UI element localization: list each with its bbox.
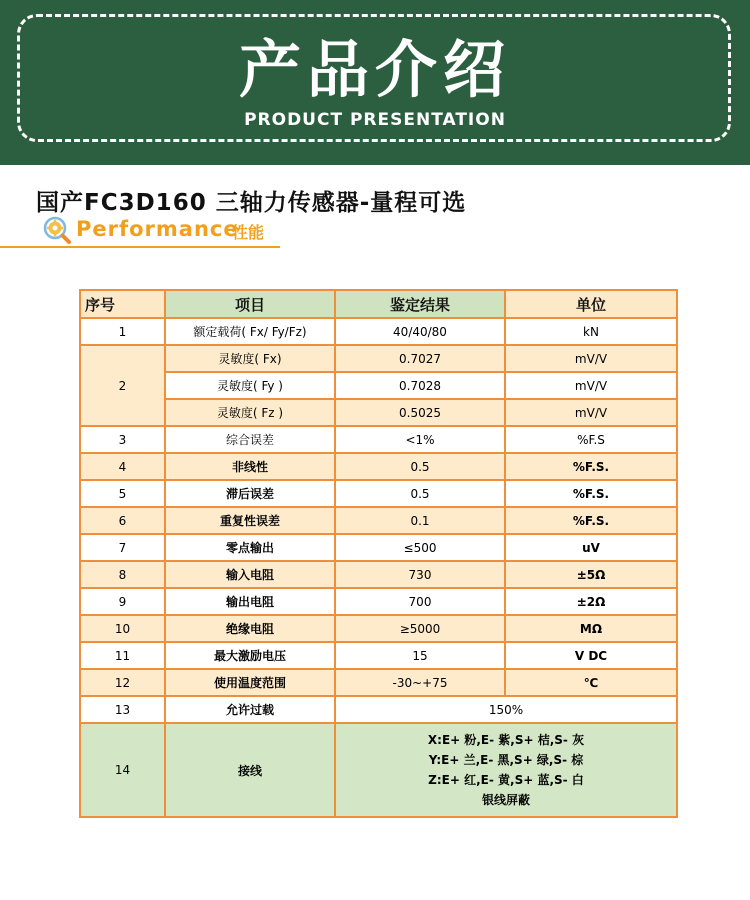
table-row <box>80 669 677 696</box>
table-row <box>80 372 677 399</box>
table-row <box>80 534 677 561</box>
cell-result: 730 <box>335 561 505 588</box>
table-row <box>80 480 677 507</box>
performance-underline <box>0 246 280 248</box>
cell-item: 非线性 <box>165 453 335 480</box>
header-no: 序号 <box>80 290 165 318</box>
cell-result: 0.5 <box>335 453 505 480</box>
cell-unit: %F.S. <box>505 507 677 534</box>
header-item: 项目 <box>165 290 335 318</box>
table-row <box>80 426 677 453</box>
table-row <box>80 561 677 588</box>
banner-title: 产品介绍 <box>238 33 511 106</box>
cell-unit: mV/V <box>505 345 677 372</box>
cell-no: 11 <box>80 642 165 669</box>
cell-unit: %F.S. <box>505 453 677 480</box>
header-banner <box>0 0 750 165</box>
cell-no: 7 <box>80 534 165 561</box>
table-row <box>80 453 677 480</box>
wiring-line-x: X:E+ 粉,E- 紫,S+ 桔,S- 灰 <box>427 733 585 747</box>
cell-result: 40/40/80 <box>335 318 505 345</box>
cell-no: 5 <box>80 480 165 507</box>
performance-en: Performance <box>76 217 239 241</box>
banner-subtitle: PRODUCT PRESENTATION <box>244 110 506 130</box>
cell-no: 13 <box>80 696 165 723</box>
table-row <box>80 588 677 615</box>
cell-unit: ±5Ω <box>505 561 677 588</box>
table-row <box>80 507 677 534</box>
cell-result: 0.5025 <box>335 399 505 426</box>
cell-unit: kN <box>505 318 677 345</box>
cell-result: ≥5000 <box>335 615 505 642</box>
cell-unit: %F.S. <box>505 480 677 507</box>
cell-result: 700 <box>335 588 505 615</box>
cell-result: 150% <box>335 696 677 723</box>
table-row <box>80 399 677 426</box>
cell-no: 6 <box>80 507 165 534</box>
cell-unit: ±2Ω <box>505 588 677 615</box>
cell-no: 10 <box>80 615 165 642</box>
cell-item: 额定载荷( Fx/ Fy/Fz) <box>165 318 335 345</box>
cell-unit: %F.S <box>505 426 677 453</box>
table-row <box>80 642 677 669</box>
cell-no: 4 <box>80 453 165 480</box>
cell-item: 零点输出 <box>165 534 335 561</box>
cell-unit: MΩ <box>505 615 677 642</box>
cell-item: 灵敏度( Fy ) <box>165 372 335 399</box>
cell-result: ≤500 <box>335 534 505 561</box>
cell-unit: uV <box>505 534 677 561</box>
cell-item: 灵敏度( Fz ) <box>165 399 335 426</box>
cell-result: 0.5 <box>335 480 505 507</box>
performance-cn: 性能 <box>232 223 265 242</box>
cell-item: 允许过载 <box>165 696 335 723</box>
cell-item: 综合误差 <box>165 426 335 453</box>
table-row <box>80 345 677 372</box>
product-title: 国产FC3D160 三轴力传感器-量程可选 <box>36 190 467 216</box>
cell-no: 14 <box>80 723 165 817</box>
table-row <box>80 615 677 642</box>
header-result: 鉴定结果 <box>335 290 505 318</box>
cell-item: 输出电阻 <box>165 588 335 615</box>
cell-item: 灵敏度( Fx) <box>165 345 335 372</box>
wiring-line-y: Y:E+ 兰,E- 黑,S+ 绿,S- 棕 <box>428 753 584 767</box>
wiring-line-z: Z:E+ 红,E- 黄,S+ 蓝,S- 白 <box>428 773 584 787</box>
cell-item: 滞后误差 <box>165 480 335 507</box>
performance-label <box>42 215 382 245</box>
header-unit: 单位 <box>505 290 677 318</box>
cell-item: 最大激励电压 <box>165 642 335 669</box>
cell-item: 输入电阻 <box>165 561 335 588</box>
gear-magnifier-icon <box>42 215 72 245</box>
cell-no: 3 <box>80 426 165 453</box>
cell-result: 0.7028 <box>335 372 505 399</box>
table-row <box>80 723 677 817</box>
cell-result: <1% <box>335 426 505 453</box>
cell-no: 12 <box>80 669 165 696</box>
cell-item: 绝缘电阻 <box>165 615 335 642</box>
cell-result: -30~+75 <box>335 669 505 696</box>
wiring-cell <box>335 723 677 817</box>
table-header-row <box>80 290 677 318</box>
table-row <box>80 318 677 345</box>
cell-result: 15 <box>335 642 505 669</box>
wiring-line-shield: 银线屏蔽 <box>481 793 530 807</box>
table-row <box>80 696 677 723</box>
cell-unit: mV/V <box>505 372 677 399</box>
cell-no: 8 <box>80 561 165 588</box>
cell-no: 1 <box>80 318 165 345</box>
cell-no: 9 <box>80 588 165 615</box>
cell-unit: mV/V <box>505 399 677 426</box>
cell-unit: ℃ <box>505 669 677 696</box>
cell-no: 2 <box>80 345 165 426</box>
cell-item: 重复性误差 <box>165 507 335 534</box>
cell-result: 0.7027 <box>335 345 505 372</box>
cell-unit: V DC <box>505 642 677 669</box>
cell-item: 接线 <box>165 723 335 817</box>
cell-result: 0.1 <box>335 507 505 534</box>
spec-table <box>79 289 678 818</box>
cell-item: 使用温度范围 <box>165 669 335 696</box>
